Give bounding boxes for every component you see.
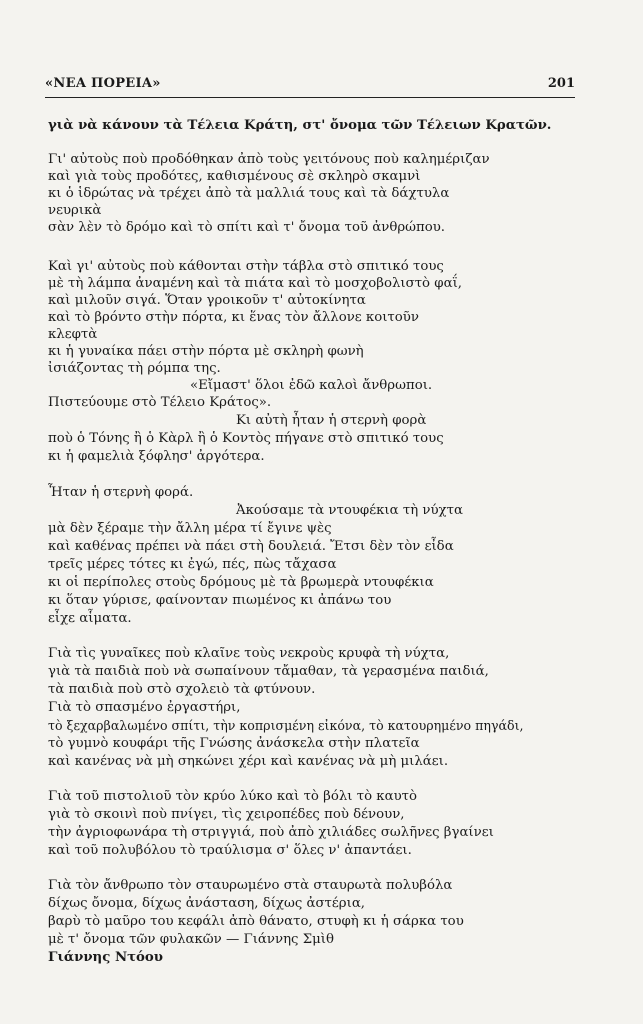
text-line: εἶχε αἷματα. xyxy=(48,611,132,626)
text-line: κι ὅταν γύρισε, φαίνονταν πιωμένος κι ἀπάνω του xyxy=(48,593,392,608)
text-line: δίχως ὄνομα, δίχως ἀνάσταση, δίχως ἀστέρια, xyxy=(48,896,366,911)
text-line: Κι αὐτὴ ἦταν ἡ στερνὴ φορὰ xyxy=(236,413,427,428)
text-line: κι οἱ περίπολες στοὺς δρόμους μὲ τὰ βρωμερὰ ντουφέκια xyxy=(48,575,434,590)
text-line: Καὶ γι' αὐτοὺς ποὺ κάθονται στὴν τάβλα στὸ σπιτικό τους xyxy=(48,259,444,274)
text-line: ποὺ ὁ Τόνης ἢ ὁ Κὰρλ ἢ ὁ Κοντὸς πήγανε στὸ σπιτικό τους xyxy=(48,431,444,446)
text-line: κι ἡ γυναίκα πάει στὴν πόρτα μὲ σκληρὴ φωνὴ xyxy=(48,344,364,359)
text-line: γιὰ νὰ κάνουν τὰ Τέλεια Κράτη, στ' ὄνομα τῶν Τέλειων Κρατῶν. xyxy=(48,118,552,133)
text-line: Γιὰ τοῦ πιστολιοῦ τὸν κρύο λύκο καὶ τὸ βόλι τὸ καυτὸ xyxy=(48,789,418,804)
page-header xyxy=(45,76,575,96)
text-line: τὴν ἀγριοφωνάρα τὴ στριγγιά, ποὺ ἀπὸ χιλιάδες σωλῆνες βγαίνει xyxy=(48,825,494,840)
text-line: τρεῖς μέρες τότες κι ἐγώ, πές, πὼς τἄχασα xyxy=(48,557,337,572)
text-line: Γιὰ τὸν ἄνθρωπο τὸν σταυρωμένο στὰ σταυρωτὰ πολυβόλα xyxy=(48,878,453,893)
text-line: μὰ δὲν ξέραμε τὴν ἄλλη μέρα τί ἔγινε ψὲς xyxy=(48,521,332,536)
text-line: τὰ παιδιὰ ποὺ στὸ σχολειὸ τὰ φτύνουν. xyxy=(48,682,316,697)
page-number: 201 xyxy=(547,76,575,91)
text-line: ἰσιάζοντας τὴ ρόμπα της. xyxy=(48,361,221,376)
text-line: καὶ κανένας νὰ μὴ σηκώνει χέρι καὶ κανένας νὰ μὴ μιλάει. xyxy=(48,754,449,769)
text-line: Γιὰ τὶς γυναῖκες ποὺ κλαῖνε τοὺς νεκροὺς κρυφὰ τὴ νύχτα, xyxy=(48,646,450,661)
text-line: Γι' αὐτοὺς ποὺ προδόθηκαν ἀπὸ τοὺς γειτόνους ποὺ καλημέριζαν xyxy=(48,152,490,167)
text-line: Ἦταν ἡ στερνὴ φορά. xyxy=(48,485,194,500)
text-line: τὸ ξεχαρβαλωμένο σπίτι, τὴν κοπρισμένη εἰκόνα, τὸ κατουρημένο πηγάδι, xyxy=(48,718,524,733)
text-line: Ἀκούσαμε τὰ ντουφέκια τὴ νύχτα xyxy=(236,503,463,518)
text-line: Πιστεύουμε στὸ Τέλειο Κράτος». xyxy=(48,395,272,410)
header-rule xyxy=(45,97,575,98)
text-line: Γιὰ τὸ σπασμένο ἐργαστήρι, xyxy=(48,700,241,715)
running-head: «ΝΕΑ ΠΟΡΕΙΑ» xyxy=(45,76,161,91)
text-line: κλεφτὰ xyxy=(48,327,98,342)
text-line: καὶ καθένας πρέπει νὰ πάει στὴ δουλειά. Ἔτσι δὲν τὸν εἶδα xyxy=(48,539,454,554)
text-line: κι ἡ φαμελιὰ ξόφλησ' ἀργότερα. xyxy=(48,449,265,464)
text-line: κι ὁ ἱδρώτας νὰ τρέχει ἀπὸ τὰ μαλλιά τους καὶ τὰ δάχτυλα xyxy=(48,186,450,201)
text-line: νευρικὰ xyxy=(48,203,102,218)
text-line: γιὰ τὸ σκοινὶ ποὺ πνίγει, τὶς χειροπέδες ποὺ δένουν, xyxy=(48,807,405,822)
text-line: σὰν λὲν τὸ δρόμο καὶ τὸ σπίτι καὶ τ' ὄνομα τοῦ ἀνθρώπου. xyxy=(48,220,446,235)
text-line: μὲ τὴ λάμπα ἀναμένη καὶ τὰ πιάτα καὶ τὸ μοσχοβολιστὸ φαΐ, xyxy=(48,276,463,291)
author-line: Γιάννης Ντόου xyxy=(48,950,164,965)
text-line: «Εἴμαστ' ὅλοι ἐδῶ καλοὶ ἄνθρωποι. xyxy=(190,378,433,393)
text-line: καὶ γιὰ τοὺς προδότες, καθισμένους σὲ σκληρὸ σκαμνὶ xyxy=(48,169,421,184)
text-line: καὶ τὸ βρόντο στὴν πόρτα, κι ἕνας τὸν ἄλλονε κοιτοῦν xyxy=(48,310,419,325)
text-line: τὸ γυμνὸ κουφάρι τῆς Γνώσης ἀνάσκελα στὴν πλατεῖα xyxy=(48,736,420,751)
text-line: μὲ τ' ὄνομα τῶν φυλακῶν — Γιάννης Σμὶθ xyxy=(48,932,334,947)
text-line: βαρὺ τὸ μαῦρο του κεφάλι ἀπὸ θάνατο, στυφὴ κι ἡ σάρκα του xyxy=(48,914,464,929)
text-line: γιὰ τὰ παιδιὰ ποὺ νὰ σωπαίνουν τἄμαθαν, τὰ γερασμένα παιδιά, xyxy=(48,664,489,679)
text-line: καὶ τοῦ πολυβόλου τὸ τραύλισμα σ' ὅλες ν' ἀπαντάει. xyxy=(48,843,412,858)
text-line: καὶ μιλοῦν σιγά. Ὅταν γροικοῦν τ' αὐτοκίνητα xyxy=(48,293,366,308)
